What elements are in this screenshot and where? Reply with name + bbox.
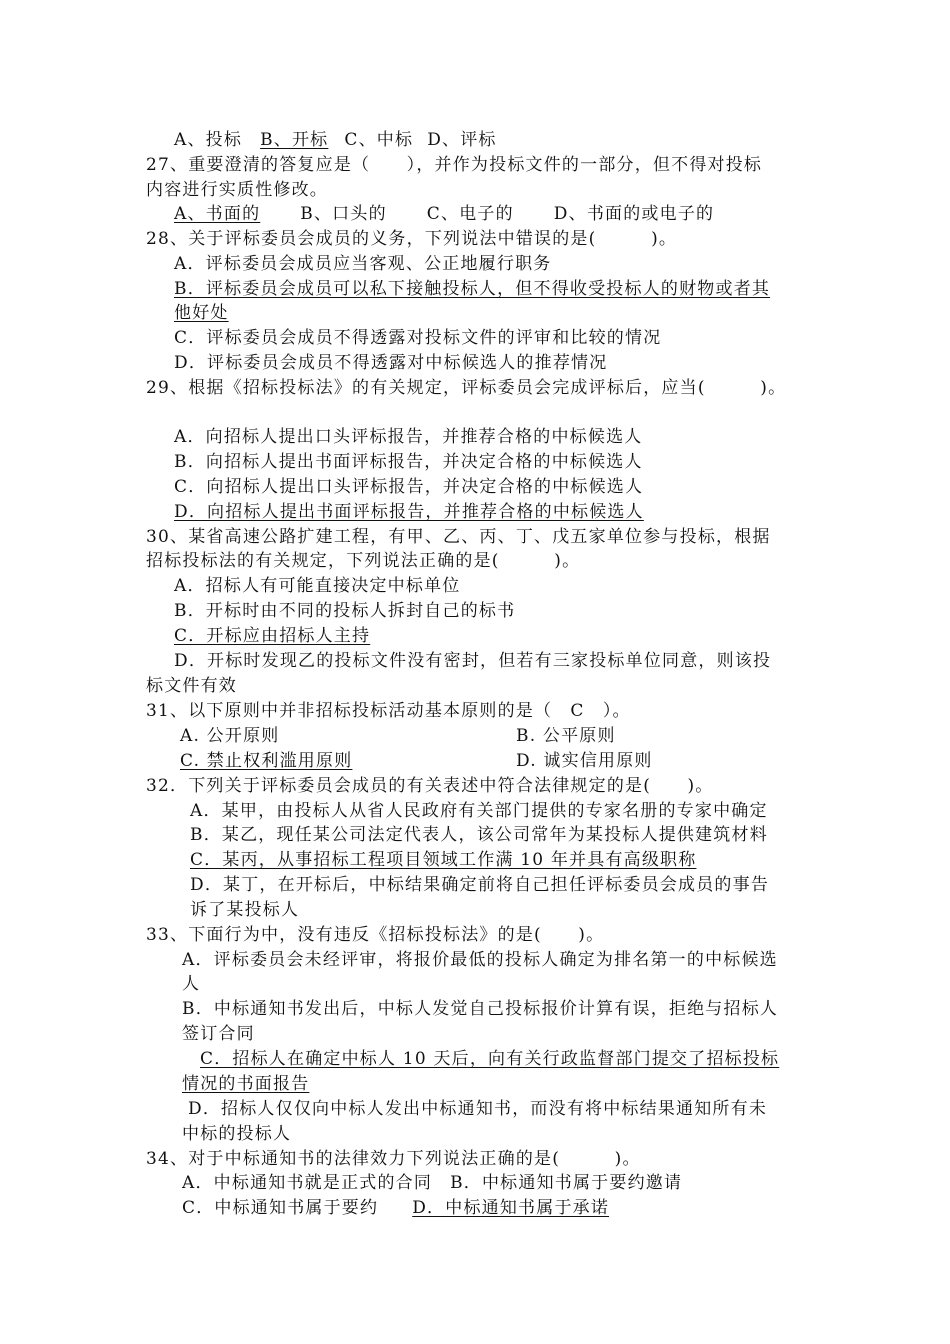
q34-options-row2 xyxy=(182,1196,609,1220)
q30-option-b: B．开标时由不同的投标人拆封自己的标书 xyxy=(174,601,516,621)
q31-stem: 31、以下原则中并非招标投标活动基本原则的是（ C ）。 xyxy=(146,701,631,721)
q33-option-d-line2: 中标的投标人 xyxy=(182,1124,292,1144)
q28-stem: 28、关于评标委员会成员的义务，下列说法中错误的是( )。 xyxy=(146,229,678,249)
q26-option-c: C、中标 xyxy=(344,130,414,150)
q30-option-a: A．招标人有可能直接决定中标单位 xyxy=(174,576,461,596)
q33-option-c-line1: C．招标人在确定中标人 10 天后，向有关行政监督部门提交了招标投标 xyxy=(200,1049,780,1069)
q34-option-a: A．中标通知书就是正式的合同 xyxy=(182,1173,433,1193)
q32-option-d-line2: 诉了某投标人 xyxy=(190,900,300,920)
q27-option-a: A、书面的 xyxy=(174,204,261,224)
q27-option-b: B、口头的 xyxy=(300,204,387,224)
q28-option-a: A．评标委员会成员应当客观、公正地履行职务 xyxy=(174,254,552,274)
q26-option-d: D、评标 xyxy=(427,130,497,150)
q30-stem-line1: 30、某省高速公路扩建工程，有甲、乙、丙、丁、戊五家单位参与投标，根据 xyxy=(146,527,771,547)
q31-option-a: A. 公开原则 xyxy=(180,726,280,746)
q32-option-c: C．某丙，从事招标工程项目领域工作满 10 年并具有高级职称 xyxy=(190,850,697,870)
q33-option-b-line1: B．中标通知书发出后，中标人发觉自己投标报价计算有误，拒绝与招标人 xyxy=(182,999,779,1019)
q26-option-a: A、投标 xyxy=(174,130,243,150)
q34-option-d: D．中标通知书属于承诺 xyxy=(412,1198,610,1218)
q28-option-d: D．评标委员会成员不得透露对中标候选人的推荐情况 xyxy=(174,353,608,373)
q32-option-d-line1: D．某丁，在开标后，中标结果确定前将自己担任评标委员会成员的事告 xyxy=(190,875,770,895)
q31-option-c: C. 禁止权利滥用原则 xyxy=(180,751,353,771)
q27-stem-line2: 内容进行实质性修改。 xyxy=(146,180,328,200)
q30-option-c: C．开标应由招标人主持 xyxy=(174,626,371,646)
q32-option-b: B．某乙，现任某公司法定代表人，该公司常年为某投标人提供建筑材料 xyxy=(190,825,768,845)
q34-stem: 34、对于中标通知书的法律效力下列说法正确的是( )。 xyxy=(146,1149,641,1169)
q27-stem-line1: 27、重要澄清的答复应是（ ），并作为投标文件的一部分，但不得对投标 xyxy=(146,155,763,175)
q27-option-c: C、电子的 xyxy=(426,204,514,224)
q29-option-a: A．向招标人提出口头评标报告，并推荐合格的中标候选人 xyxy=(174,427,643,447)
q29-option-d: D．向招标人提出书面评标报告，并推荐合格的中标候选人 xyxy=(174,502,644,522)
q27-options xyxy=(174,202,714,226)
q33-option-a-line1: A．评标委员会未经评审，将报价最低的投标人确定为排名第一的中标候选 xyxy=(182,950,778,970)
q31-option-b: B. 公平原则 xyxy=(516,726,616,746)
q33-option-d-line1: D．招标人仅仅向中标人发出中标通知书，而没有将中标结果通知所有未 xyxy=(188,1099,768,1119)
q28-option-b-line2: 他好处 xyxy=(174,303,229,323)
q30-stem-line2: 招标投标法的有关规定，下列说法正确的是( )。 xyxy=(146,551,581,571)
q33-stem: 33、下面行为中，没有违反《招标投标法》的是( )。 xyxy=(146,925,605,945)
q33-option-c-line2: 情况的书面报告 xyxy=(182,1074,310,1094)
q30-option-d-line1: D．开标时发现乙的投标文件没有密封，但若有三家投标单位同意，则该投 xyxy=(174,651,772,671)
q32-stem: 32．下列关于评标委员会成员的有关表述中符合法律规定的是( )。 xyxy=(146,776,714,796)
q33-option-b-line2: 签订合同 xyxy=(182,1024,255,1044)
q34-options-row1 xyxy=(182,1171,682,1195)
q29-stem: 29、根据《招标投标法》的有关规定，评标委员会完成评标后，应当( )。 xyxy=(146,378,787,398)
q32-option-a: A．某甲，由投标人从省人民政府有关部门提供的专家名册的专家中确定 xyxy=(190,801,768,821)
q29-option-b: B．向招标人提出书面评标报告，并决定合格的中标候选人 xyxy=(174,452,643,472)
q28-option-b-line1: B．评标委员会成员可以私下接触投标人，但不得收受投标人的财物或者其 xyxy=(174,279,771,299)
q33-option-a-line2: 人 xyxy=(182,974,201,994)
q26-option-b: B、开标 xyxy=(260,130,329,150)
q34-option-c: C．中标通知书属于要约 xyxy=(182,1198,379,1218)
q34-option-b: B．中标通知书属于要约邀请 xyxy=(450,1173,683,1193)
q28-option-c: C．评标委员会成员不得透露对投标文件的评审和比较的情况 xyxy=(174,328,662,348)
q27-option-d: D、书面的或电子的 xyxy=(553,204,715,224)
q31-option-d: D. 诚实信用原则 xyxy=(516,751,653,771)
q30-option-d-line2: 标文件有效 xyxy=(146,676,237,696)
q29-option-c: C．向招标人提出口头评标报告，并决定合格的中标候选人 xyxy=(174,477,644,497)
q26-options xyxy=(174,128,497,152)
